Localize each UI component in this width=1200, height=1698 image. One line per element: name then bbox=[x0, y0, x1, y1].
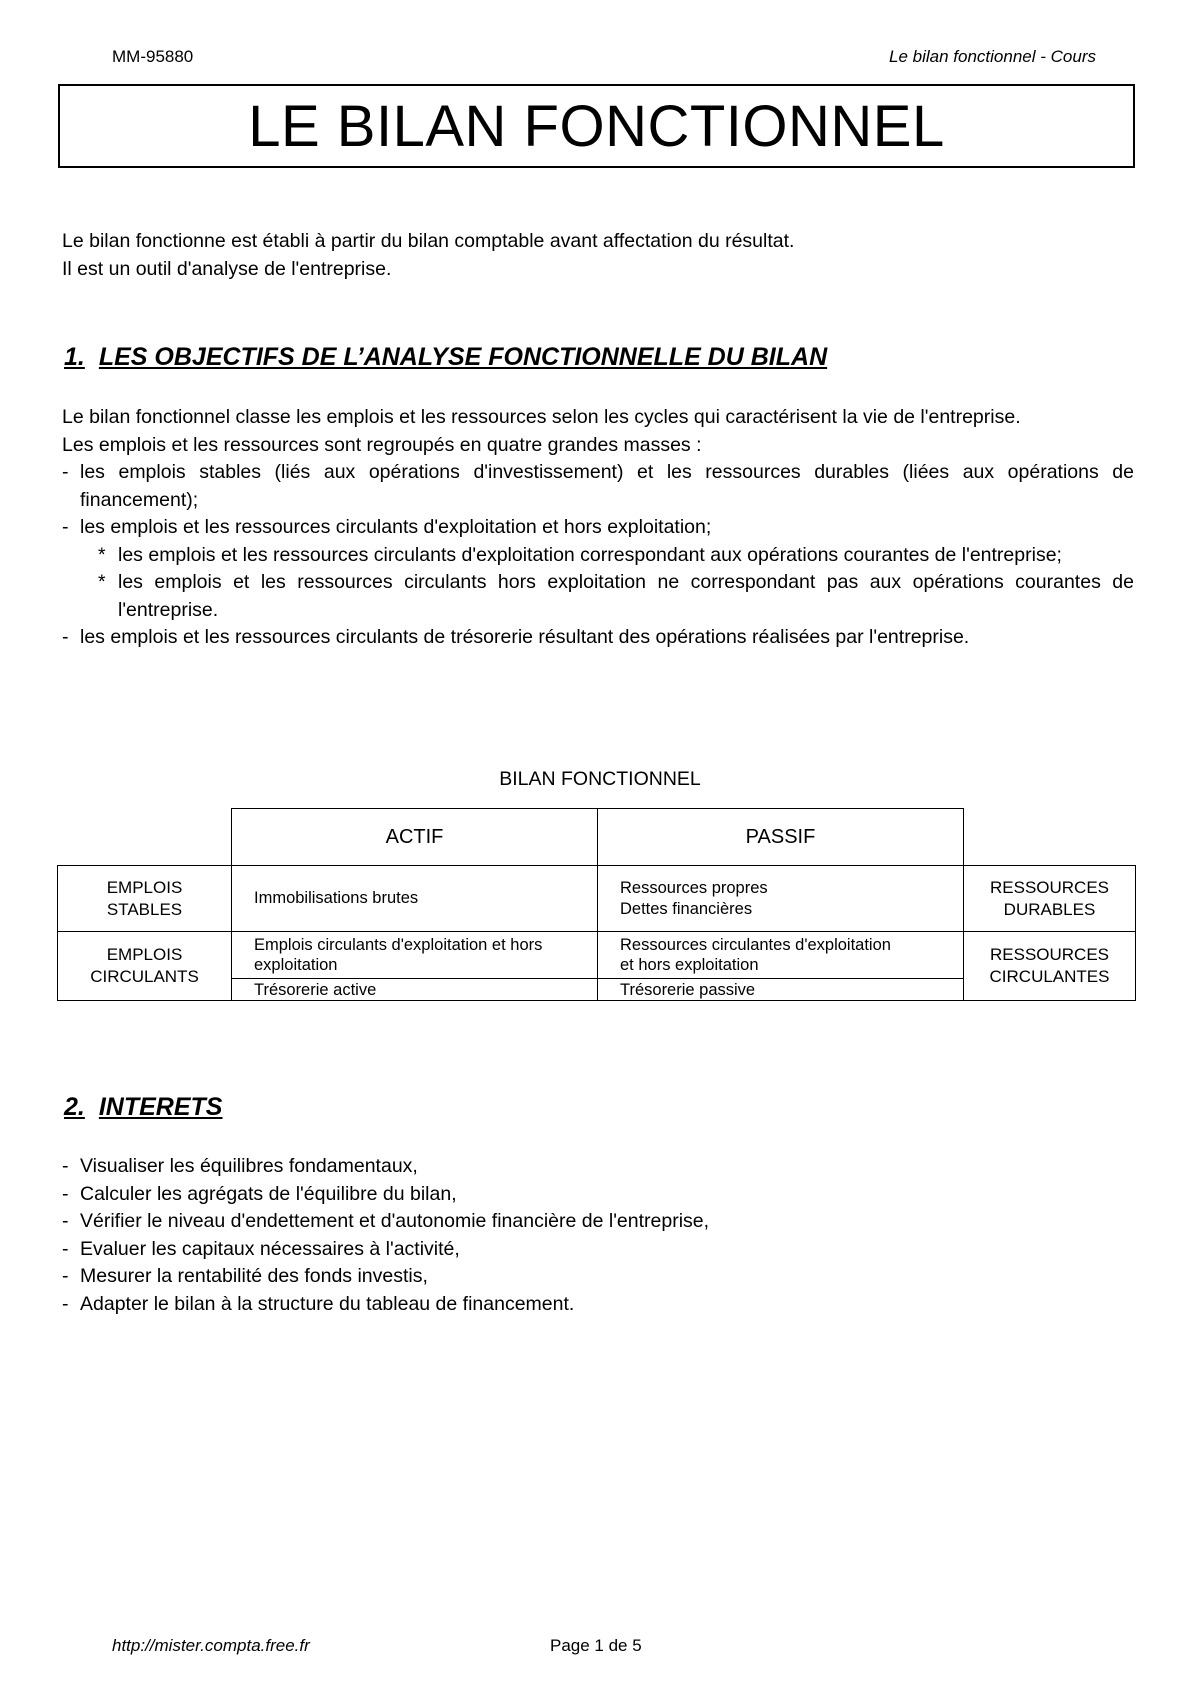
passif-header: PASSIF bbox=[598, 809, 964, 866]
list-item bbox=[62, 624, 1134, 652]
sublist-item-text: les emplois et les ressources circulants d'exploitation correspondant aux opérations courantes de l'entreprise; bbox=[118, 543, 1062, 566]
section-1-sublist bbox=[62, 542, 1134, 625]
emplois-circulants-cell bbox=[232, 932, 598, 979]
ressources-stables-cell bbox=[598, 866, 964, 932]
sublist-item-text: les emplois et les ressources circulants hors exploitation ne correspondant pas aux opérations courantes de l'entreprise. bbox=[118, 571, 1134, 621]
list-item-text: les emplois stables (liés aux opérations d'investissement) et les ressources durables (liées aux opérations de financement); bbox=[80, 461, 1134, 511]
table-caption: BILAN FONCTIONNEL bbox=[499, 768, 701, 790]
tresorerie-passive-cell: Trésorerie passive bbox=[598, 979, 964, 1001]
section-1-paragraph-1: Le bilan fonctionnel classe les emplois et les ressources selon les cycles qui caractérisent la vie de l'entreprise. bbox=[62, 406, 1021, 428]
cell-line: exploitation bbox=[254, 956, 338, 974]
list-item bbox=[62, 1291, 1134, 1319]
table-corner-empty bbox=[58, 809, 232, 866]
header-doc-id: MM-95880 bbox=[112, 47, 194, 66]
list-item bbox=[62, 1208, 1134, 1236]
label-line: DURABLES bbox=[1003, 899, 1096, 919]
immobilisations-cell: Immobilisations brutes bbox=[232, 866, 598, 932]
sublist-item bbox=[62, 569, 1134, 624]
section-2-body bbox=[62, 1153, 1134, 1318]
dash-bullet: - bbox=[62, 1292, 69, 1315]
label-line: STABLES bbox=[106, 899, 183, 919]
cell-line: Ressources circulantes d'exploitation bbox=[620, 936, 891, 954]
ressources-circulantes-cell bbox=[598, 932, 964, 979]
list-item-text: les emplois et les ressources circulants de trésorerie résultant des opérations réalisées par l'entreprise. bbox=[80, 626, 970, 648]
bilan-table bbox=[57, 808, 1136, 1001]
star-bullet: * bbox=[98, 571, 106, 593]
intro bbox=[62, 228, 1134, 283]
section-2-heading bbox=[64, 1093, 222, 1122]
section-1-body bbox=[62, 404, 1134, 652]
list-item bbox=[62, 514, 1134, 542]
table-corner-empty bbox=[964, 809, 1136, 866]
star-bullet: * bbox=[98, 543, 106, 566]
interets-list bbox=[62, 1153, 1134, 1318]
sublist-item bbox=[62, 542, 1134, 570]
footer-page-number: Page 1 de 5 bbox=[550, 1636, 642, 1655]
label-line: CIRCULANTS bbox=[90, 967, 199, 986]
section-1-title: LES OBJECTIFS DE L’ANALYSE FONCTIONNELLE DU BILAN bbox=[98, 343, 828, 371]
dash-bullet: - bbox=[62, 1155, 69, 1177]
list-item-text: Vérifier le niveau d'endettement et d'autonomie financière de l'entreprise, bbox=[80, 1210, 710, 1232]
list-item bbox=[62, 1153, 1134, 1181]
section-1-list bbox=[62, 459, 1134, 542]
label-line: EMPLOIS bbox=[106, 877, 183, 897]
dash-bullet: - bbox=[62, 461, 69, 483]
list-item-text: Evaluer les capitaux nécessaires à l'activité, bbox=[80, 1237, 460, 1260]
list-item-text: Visualiser les équilibres fondamentaux, bbox=[80, 1155, 418, 1177]
section-2-number: 2. bbox=[64, 1093, 85, 1121]
actif-header: ACTIF bbox=[232, 809, 598, 866]
section-2-title: INTERETS bbox=[98, 1093, 223, 1121]
list-item bbox=[62, 1263, 1134, 1291]
list-item-text: les emplois et les ressources circulants d'exploitation et hors exploitation; bbox=[80, 516, 712, 538]
label-line: CIRCULANTES bbox=[989, 967, 1110, 986]
list-item-text: Calculer les agrégats de l'équilibre du bilan, bbox=[80, 1182, 457, 1205]
list-item-text: Mesurer la rentabilité des fonds investis, bbox=[80, 1265, 428, 1287]
ressources-durables-label bbox=[964, 866, 1136, 932]
cell-line: et hors exploitation bbox=[620, 956, 759, 974]
intro-line-2: Il est un outil d'analyse de l'entreprise. bbox=[62, 257, 392, 280]
cell-line: Dettes financières bbox=[620, 899, 753, 918]
ressources-circulantes-label bbox=[964, 932, 1136, 1001]
cell-line: Ressources propres bbox=[620, 878, 768, 897]
footer-url: http://mister.compta.free.fr bbox=[112, 1636, 310, 1655]
emplois-stables-label bbox=[58, 866, 232, 932]
label-line: RESSOURCES bbox=[989, 877, 1110, 897]
list-item-text: Adapter le bilan à la structure du tableau de financement. bbox=[80, 1292, 575, 1315]
page-title: LE BILAN FONCTIONNEL bbox=[58, 84, 1135, 168]
tresorerie-active-cell: Trésorerie active bbox=[232, 979, 598, 1001]
cell-line: Emplois circulants d'exploitation et hors bbox=[254, 936, 543, 954]
section-1-heading bbox=[64, 343, 827, 372]
header-doc-title: Le bilan fonctionnel - Cours bbox=[889, 47, 1096, 66]
emplois-circulants-label bbox=[58, 932, 232, 1001]
list-item bbox=[62, 459, 1134, 514]
dash-bullet: - bbox=[62, 626, 69, 648]
dash-bullet: - bbox=[62, 516, 69, 538]
section-1-number: 1. bbox=[64, 343, 85, 371]
section-1-list-end bbox=[62, 624, 1134, 652]
label-line: EMPLOIS bbox=[106, 945, 183, 964]
list-item bbox=[62, 1181, 1134, 1209]
dash-bullet: - bbox=[62, 1237, 69, 1260]
label-line: RESSOURCES bbox=[989, 945, 1110, 964]
list-item bbox=[62, 1236, 1134, 1264]
dash-bullet: - bbox=[62, 1265, 69, 1287]
intro-line-1: Le bilan fonctionne est établi à partir du bilan comptable avant affectation du résultat. bbox=[62, 230, 795, 252]
section-1-paragraph-2: Les emplois et les ressources sont regroupés en quatre grandes masses : bbox=[62, 433, 702, 456]
dash-bullet: - bbox=[62, 1182, 69, 1205]
dash-bullet: - bbox=[62, 1210, 69, 1232]
